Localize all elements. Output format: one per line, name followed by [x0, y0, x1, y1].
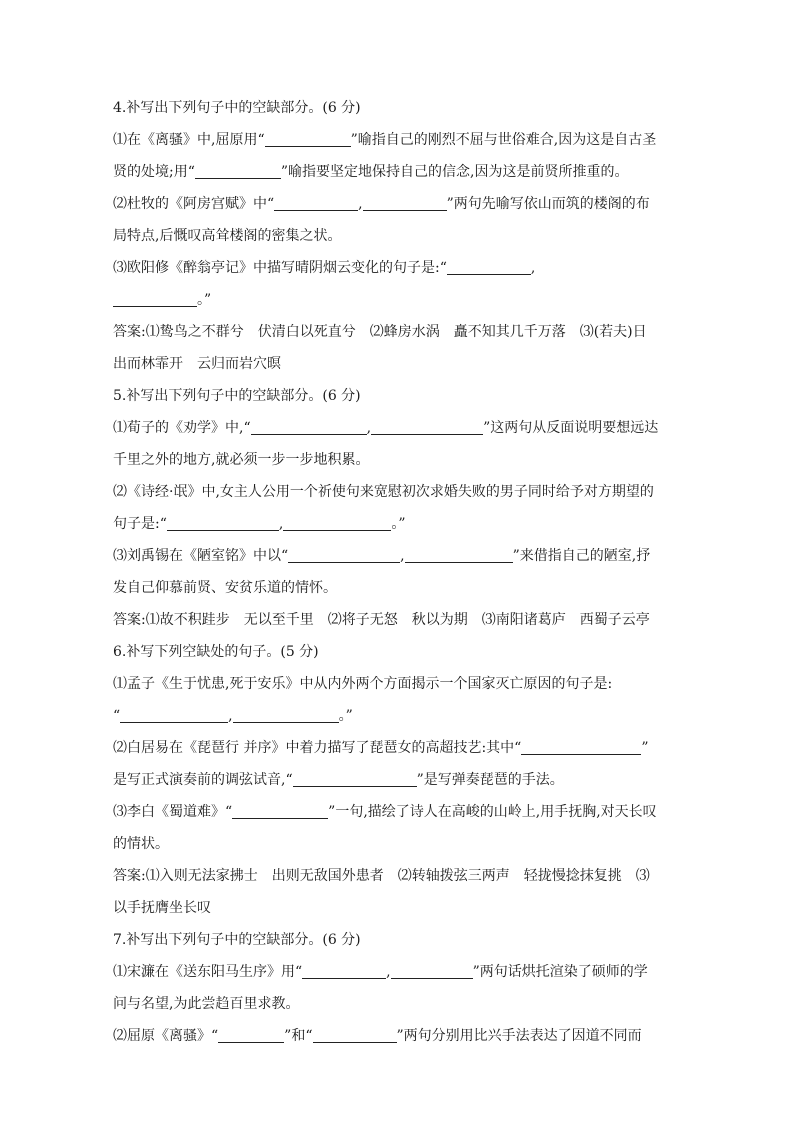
question-5-item-3-line-1: [113, 546, 683, 566]
question-6-item-2-line-2: [113, 770, 683, 790]
text: ”两句分别用比兴手法表达了因道不同而: [396, 1028, 642, 1044]
text: ,: [278, 516, 284, 532]
text: ”喻指要坚定地保持自己的信念,因为这是前贤所推重的。: [280, 164, 629, 180]
question-4-item-2-line-2: 局特点,后慨叹高耸楼阁的密集之状。: [113, 228, 342, 244]
question-5-header: 5.补写出下列句子中的空缺部分。(6 分): [113, 388, 361, 404]
question-5-item-1-line-2: 千里之外的地方,就必须一步一步地积累。: [113, 452, 370, 468]
blank[interactable]: [167, 516, 279, 531]
blank[interactable]: [521, 740, 641, 755]
question-6-item-3-line-2: 的情状。: [113, 836, 169, 852]
blank[interactable]: [195, 164, 281, 179]
question-4-item-3-line-2: [113, 290, 683, 310]
question-5-item-2-line-1: ⑵《诗经·氓》中,女主人公用一个祈使句来宽慰初次求婚失败的男子同时给予对方期望的: [113, 484, 654, 500]
question-4-answer-line-2: 出而林霏开 云归而岩穴暝: [113, 356, 281, 372]
text: “: [113, 708, 121, 724]
question-5-item-3-line-2: 发自己仰慕前贤、安贫乐道的情怀。: [113, 580, 337, 596]
text: ”两句先喻写依山而筑的楼阁的布: [446, 196, 650, 212]
question-7-header: 7.补写出下列句子中的空缺部分。(6 分): [113, 932, 361, 948]
question-4-item-1-line-1: [113, 130, 683, 150]
question-6-answer-line-1: 答案:⑴入则无法家拂士 出则无敌国外患者 ⑵转轴拨弦三两声 轻拢慢捻抹复挑 ⑶: [113, 868, 650, 884]
blank[interactable]: [363, 196, 447, 211]
text: 贤的处境;用“: [113, 164, 195, 180]
text: ”两句话烘托渲染了硕师的学: [472, 964, 648, 980]
question-5-answer-line-1: 答案:⑴故不积跬步 无以至千里 ⑵将子无怒 秋以为期 ⑶南阳诸葛庐 西蜀子云亭: [113, 612, 650, 628]
question-6-item-1-line-1: ⑴孟子《生于忧患,死于安乐》中从内外两个方面揭示一个国家灭亡原因的句子是:: [113, 676, 613, 692]
question-6-header: 6.补写下列空缺处的句子。(5 分): [113, 644, 319, 660]
text: ⑶刘禹锡在《陋室铭》中以“: [113, 548, 289, 564]
text: ,: [358, 196, 363, 212]
text: ,: [366, 420, 372, 436]
text: ”: [641, 740, 649, 756]
question-5-item-1-line-1: [113, 418, 683, 438]
question-7-item-1-line-2: 问与名望,为此尝趋百里求教。: [113, 996, 300, 1012]
text: ⑶李白《蜀道难》“: [113, 804, 233, 820]
question-6-item-3-line-1: [113, 802, 683, 822]
blank[interactable]: [232, 804, 328, 819]
text: 。”: [391, 516, 406, 532]
blank[interactable]: [293, 772, 417, 787]
text: ”这两句从反面说明要想远达: [483, 420, 659, 436]
document-body: [113, 98, 683, 1046]
text: ⑵白居易在《琵琶行 并序》中着力描写了琵琶女的高超技艺:其中“: [113, 740, 522, 756]
blank[interactable]: [447, 260, 531, 275]
question-4-answer-line-1: 答案:⑴鸷鸟之不群兮 伏清白以死直兮 ⑵蜂房水涡 矗不知其几千万落 ⑶(若夫)日: [113, 324, 647, 340]
blank[interactable]: [405, 548, 513, 563]
text: 是写正式演奏前的调弦试音,“: [113, 772, 293, 788]
question-5-item-2-line-2: [113, 514, 683, 534]
blank[interactable]: [265, 132, 351, 147]
text: ,: [530, 260, 536, 276]
blank[interactable]: [274, 196, 358, 211]
question-4-header: 4.补写出下列句子中的空缺部分。(6 分): [113, 100, 361, 116]
text: ”是写弹奏琵琶的手法。: [416, 772, 564, 788]
blank[interactable]: [371, 420, 483, 435]
blank[interactable]: [391, 964, 473, 979]
text: ”一句,描绘了诗人在高峻的山岭上,用手抚胸,对天长叹: [328, 804, 657, 820]
text: ”来借指自己的陋室,抒: [512, 548, 651, 564]
question-7-item-2-line-1: [113, 1026, 683, 1046]
question-6-item-1-line-2: [113, 706, 683, 726]
text: 。”: [338, 708, 353, 724]
text: ⑴荀子的《劝学》中,“: [113, 420, 251, 436]
text: ”喻指自己的刚烈不屈与世俗难合,因为这是自古圣: [350, 132, 657, 148]
text: ⑶欧阳修《醉翁亭记》中描写晴阴烟云变化的句子是:“: [113, 260, 447, 276]
text: ⑵屈原《离骚》“: [113, 1028, 219, 1044]
question-6-answer-line-2: 以手抚膺坐长叹: [113, 900, 211, 916]
text: ⑴宋濂在《送东阳马生序》用“: [113, 964, 303, 980]
text: ⑴在《离骚》中,屈原用“: [113, 132, 265, 148]
blank[interactable]: [120, 708, 228, 723]
question-4-item-3-line-1: [113, 258, 683, 278]
blank[interactable]: [233, 708, 339, 723]
text: ,: [400, 548, 405, 564]
question-4-item-1-line-2: [113, 162, 683, 182]
text: 句子是:“: [113, 516, 167, 532]
question-4-item-2-line-1: [113, 194, 683, 214]
text: ”和“: [284, 1028, 313, 1044]
text: ⑵杜牧的《阿房宫赋》中“: [113, 196, 275, 212]
blank[interactable]: [313, 1028, 397, 1043]
text: 。”: [197, 292, 212, 308]
question-7-item-1-line-1: [113, 962, 683, 982]
blank[interactable]: [302, 964, 386, 979]
blank[interactable]: [251, 420, 367, 435]
blank[interactable]: [283, 516, 391, 531]
blank[interactable]: [218, 1028, 284, 1043]
blank[interactable]: [288, 548, 400, 563]
blank[interactable]: [113, 292, 197, 307]
text: ,: [228, 708, 233, 724]
question-6-item-2-line-1: [113, 738, 683, 758]
text: ,: [386, 964, 391, 980]
